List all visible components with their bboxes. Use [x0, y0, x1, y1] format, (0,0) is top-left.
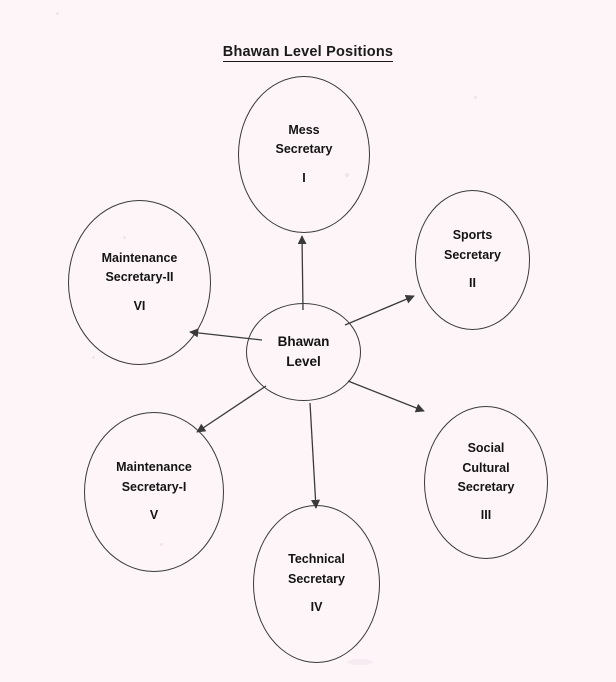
node-technical-secretary-line-2: Secretary — [288, 571, 345, 586]
node-social-cultural-secretary-line-1: Social — [467, 441, 505, 456]
node-sports-secretary-number: II — [469, 276, 476, 291]
node-technical-secretary[interactable] — [253, 505, 380, 663]
node-technical-secretary-line-1: Technical — [288, 552, 345, 567]
page-title: Bhawan Level Positions — [222, 44, 394, 60]
node-maintenance-secretary-1[interactable] — [84, 412, 224, 572]
node-social-cultural-secretary-number: III — [480, 508, 492, 523]
center-node[interactable] — [246, 303, 361, 401]
node-maintenance-secretary-1-line-2: Secretary-I — [121, 479, 187, 494]
node-mess-secretary-number: I — [302, 170, 306, 185]
node-maintenance-secretary-2-line-1: Maintenance — [101, 250, 178, 265]
node-maintenance-secretary-2-line-2: Secretary-II — [105, 270, 174, 285]
node-technical-secretary-number: IV — [310, 600, 323, 615]
node-social-cultural-secretary-line-2: Cultural — [462, 460, 510, 475]
node-mess-secretary-line-2: Secretary — [275, 142, 333, 157]
node-mess-secretary-line-1: Mess — [288, 122, 320, 137]
node-sports-secretary-line-1: Sports — [452, 228, 493, 243]
node-maintenance-secretary-1-number: V — [149, 508, 159, 523]
center-node-line-1: Bhawan — [277, 333, 330, 349]
center-node-line-2: Level — [286, 354, 321, 369]
node-mess-secretary[interactable] — [238, 76, 370, 233]
node-sports-secretary-line-2: Secretary — [444, 247, 501, 262]
node-sports-secretary[interactable] — [415, 190, 530, 330]
node-social-cultural-secretary-line-3: Secretary — [457, 480, 515, 494]
node-maintenance-secretary-2[interactable] — [68, 200, 211, 365]
node-maintenance-secretary-2-number: VI — [133, 298, 146, 313]
node-maintenance-secretary-1-line-1: Maintenance — [116, 460, 192, 475]
node-social-cultural-secretary[interactable] — [424, 406, 548, 559]
